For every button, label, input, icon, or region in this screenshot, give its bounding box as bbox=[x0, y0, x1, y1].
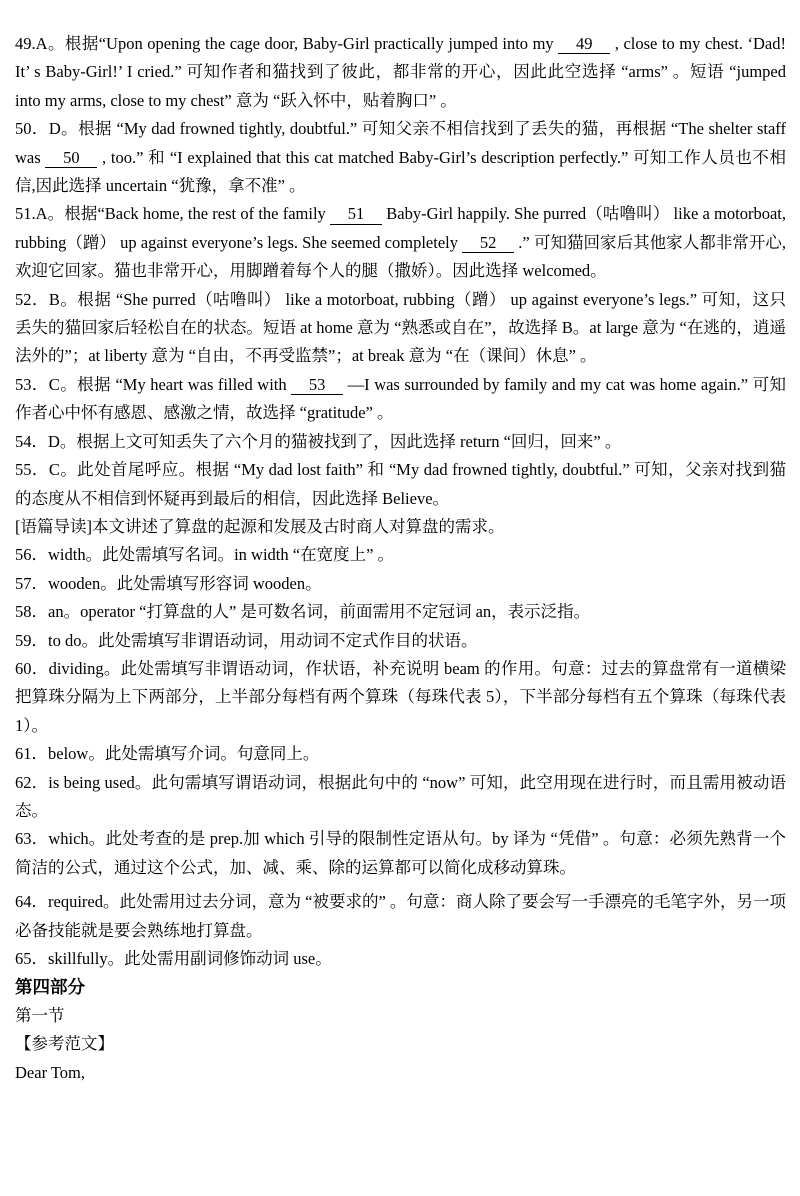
text-run: .” 可知猫回家后其他家人都非常开心,欢迎它回家。猫也非常开心，用脚蹭着每个人的腿（撒娇）。因此选择 welcomed。 bbox=[15, 232, 787, 281]
text-run: , close to my chest. ‘Dad! It’ s Baby-Girl!’ I cried.” 可知作者和猫找到了彼此，都非常的开心，因此此空选择 “arms” 。短语 “jumped into my arms, close to my chest” 意为 “跃入怀中，贴着胸口” 。 bbox=[15, 34, 786, 110]
item-65 bbox=[15, 945, 786, 973]
text-run: 49.A。根据“Upon opening the cage door, Baby-Girl practically jumped into my bbox=[15, 34, 559, 53]
answer-blank-51: 51 bbox=[330, 205, 382, 224]
item-49 bbox=[15, 30, 786, 115]
item-61 bbox=[15, 740, 786, 768]
text-run: [语篇导读]本文讲述了算盘的起源和发展及古时商人对算盘的需求。 bbox=[15, 516, 505, 536]
text-run: 56．width。此处需填写名词。in width “在宽度上” 。 bbox=[15, 545, 395, 565]
item-52 bbox=[15, 286, 786, 371]
text-run: 【参考范文】 bbox=[15, 1034, 114, 1054]
text-run: Dear Tom, bbox=[15, 1062, 86, 1082]
text-run: 51.A。根据“Back home, the rest of the family bbox=[15, 204, 331, 224]
text-run: 50．D。根据 “My dad frowned tightly, doubtful.” 可知父亲不相信找到了丢失的猫，再根据 “The shelter staff was bbox=[15, 119, 786, 167]
text-run: 61．below。此处需填写介词。句意同上。 bbox=[15, 744, 320, 764]
item-57 bbox=[15, 570, 786, 598]
item-59 bbox=[15, 627, 786, 655]
text-run: 52．B。根据 “She purred（咕噜叫） like a motorboat, rubbing（蹭） up against everyone’s legs.” 可知，这只丢失的猫回家后轻松自在的状态。短语 at home 意为 “熟悉或自在”，故选择 B。at large 意为 “在逃的，逍遥法外的”；at liberty 意为 “自由，不再受监禁”；at break 意为 “在（课间）休息” 。 bbox=[15, 289, 786, 366]
answer-blank-49: 49 bbox=[558, 35, 610, 54]
document-body bbox=[15, 30, 786, 1087]
text-run: 62．is being used。此句需填写谓语动词，根据此句中的 “now” 可知，此空用现在进行时，而且需用被动语态。 bbox=[15, 772, 786, 820]
item-64 bbox=[15, 888, 786, 945]
letter-salutation bbox=[15, 1059, 786, 1087]
item-53 bbox=[15, 371, 786, 428]
item-62 bbox=[15, 769, 786, 826]
text-run: 55．C。此处首尾呼应。根据 “My dad lost faith” 和 “My dad frowned tightly, doubtful.” 可知，父亲对找到猫的态度从不相信到怀疑再到最后的相信，因此选择 Believe。 bbox=[15, 460, 786, 508]
text-run: 59．to do。此处需填写非谓语动词，用动词不定式作目的状语。 bbox=[15, 630, 478, 650]
item-51 bbox=[15, 200, 786, 285]
text-run: 63．which。此处考查的是 prep.加 which 引导的限制性定语从句。by 译为 “凭借” 。句意：必须先熟背一个简洁的公式，通过这个公式，加、减、乘、除的运算都可以简化成移动算珠。 bbox=[15, 829, 786, 877]
item-50 bbox=[15, 115, 786, 200]
text-run: Baby-Girl happily. She purred（咕噜叫） like a motorboat, rubbing（蹭） up against everyone’s legs. She seemed completely bbox=[15, 204, 786, 252]
text-run: 54．D。根据上文可知丢失了六个月的猫被找到了，因此选择 return “回归，回来” 。 bbox=[15, 431, 622, 451]
item-54 bbox=[15, 428, 786, 456]
answer-blank-50: 50 bbox=[45, 149, 97, 168]
text-run: 53．C。根据 “My heart was filled with bbox=[15, 374, 292, 394]
item-58 bbox=[15, 598, 786, 626]
item-63 bbox=[15, 825, 786, 882]
text-run: 65．skillfully。此处需用副词修饰动词 use。 bbox=[15, 949, 332, 968]
text-run: 57．wooden。此处需填写形容词 wooden。 bbox=[15, 573, 322, 593]
text-run: 64．required。此处需用过去分词，意为 “被要求的” 。句意：商人除了要会写一手漂亮的毛笔字外，另一项必备技能就是要会熟练地打算盘。 bbox=[15, 892, 786, 940]
answer-blank-53: 53 bbox=[291, 376, 343, 395]
text-run: 第四部分 bbox=[15, 977, 85, 998]
text-run: , too.” 和 “I explained that this cat matched Baby-Girl’s description perfectly.” 可知工作人员也不相信,因此选择 uncertain “犹豫，拿不准” 。 bbox=[15, 147, 786, 196]
item-60 bbox=[15, 655, 786, 740]
text-run: 60．dividing。此处需填写非谓语动词，作状语，补充说明 beam 的作用。句意：过去的算盘常有一道横梁把算珠分隔为上下两部分，上半部分每档有两个算珠（每珠代表 5），下半部分每档有五个算珠（每珠代表 1）。 bbox=[15, 658, 786, 735]
passage-guide bbox=[15, 513, 786, 541]
section-subheading bbox=[15, 1002, 786, 1030]
reference-essay-label bbox=[15, 1030, 786, 1058]
section-heading-part4 bbox=[15, 973, 786, 1001]
text-run: 第一节 bbox=[15, 1005, 65, 1025]
text-run: 58．an。operator “打算盘的人” 是可数名词，前面需用不定冠词 an，表示泛指。 bbox=[15, 602, 591, 622]
answer-blank-52: 52 bbox=[462, 234, 514, 253]
item-55 bbox=[15, 456, 786, 513]
item-56 bbox=[15, 541, 786, 569]
text-run: —I was surrounded by family and my cat was home again.” 可知作者心中怀有感恩、感激之情，故选择 “gratitude” 。 bbox=[15, 374, 786, 423]
